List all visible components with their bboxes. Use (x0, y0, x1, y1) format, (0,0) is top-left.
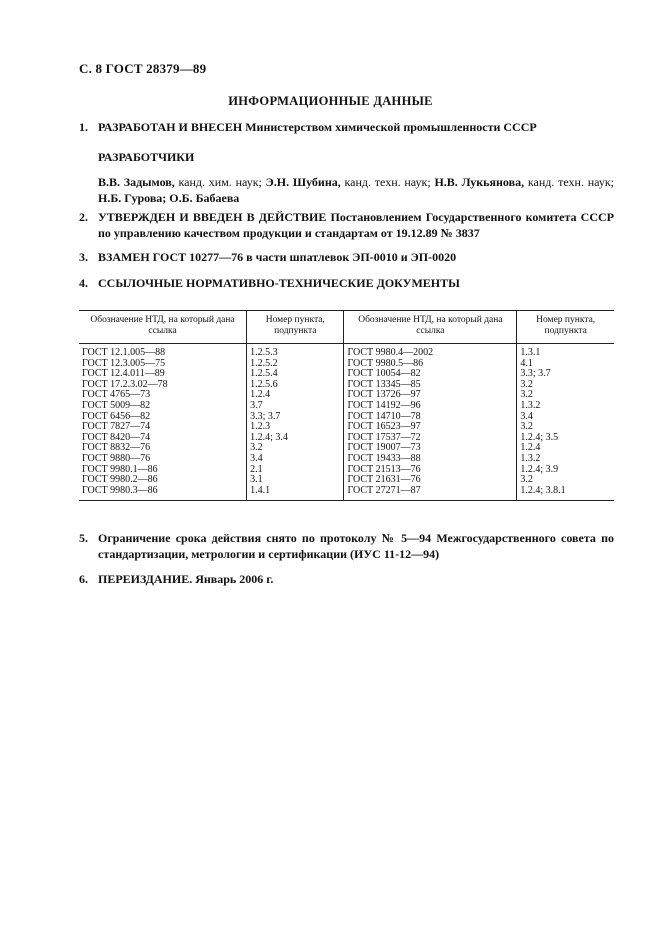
item-2-text: Постановлением Государственного комитета СССР по управлению качеством продукции и стандартам от 19.12.89 № 3837 (98, 210, 614, 240)
ntd-cell: ГОСТ 14710—78 (344, 412, 517, 423)
item-3 (79, 250, 614, 266)
ntd-cell: ГОСТ 27271—87 (344, 486, 517, 501)
point-cell: 3.4 (247, 454, 344, 465)
item-1-bold: РАЗРАБОТАН И ВНЕСЕН (98, 120, 243, 134)
point-cell: 2.1 (247, 465, 344, 476)
developer-4-name: Н.Б. Гурова; О.Б. Бабаева (98, 190, 240, 205)
developer-2-title: канд. техн. наук; (340, 175, 435, 189)
point-cell: 1.3.2 (517, 454, 614, 465)
point-cell: 3.2 (517, 475, 614, 486)
item-4-number: 4. (79, 276, 88, 290)
developers-list (98, 175, 614, 206)
ntd-cell: ГОСТ 10054—82 (344, 369, 517, 380)
point-cell: 3.2 (247, 443, 344, 454)
table-header-row (79, 311, 614, 344)
ntd-cell: ГОСТ 9980.3—86 (79, 486, 247, 501)
item-6-text: ПЕРЕИЗДАНИЕ. Январь 2006 г. (98, 572, 274, 586)
point-cell: 1.2.4 (517, 443, 614, 454)
table-row (79, 401, 614, 412)
ntd-cell: ГОСТ 19007—73 (344, 443, 517, 454)
point-cell: 1.2.5.4 (247, 369, 344, 380)
point-cell: 3.2 (517, 422, 614, 433)
item-1-text: Министерством химической промышленности СССР (242, 120, 537, 134)
point-cell: 1.2.5.3 (247, 344, 344, 359)
item-2-number: 2. (79, 210, 88, 224)
item-1 (79, 120, 614, 136)
ntd-cell: ГОСТ 8420—74 (82, 431, 151, 443)
developers-heading (98, 150, 614, 166)
item-2 (79, 210, 614, 241)
ntd-cell: ГОСТ 9980.4—2002 (344, 344, 517, 359)
point-cell: 4.1 (517, 359, 614, 370)
point-cell: 1.4.1 (247, 486, 344, 501)
item-3-number: 3. (79, 250, 88, 264)
item-5-number: 5. (79, 531, 88, 545)
table-row (79, 486, 614, 501)
ntd-cell: ГОСТ 9980.1—86 (82, 463, 158, 475)
header-point-1: Номер пункта, подпункта (247, 311, 344, 344)
ntd-cell: ГОСТ 9980.5—86 (344, 359, 517, 370)
table-row (79, 454, 614, 465)
ntd-cell: ГОСТ 12.1.005—88 (82, 347, 166, 358)
table-row (79, 344, 614, 359)
ntd-cell: ГОСТ 21631—76 (344, 475, 517, 486)
item-6 (79, 572, 614, 588)
point-cell: 3.3; 3.7 (517, 369, 614, 380)
ntd-cell: ГОСТ 13345—85 (344, 380, 517, 391)
references-table (79, 310, 614, 501)
ntd-cell: ГОСТ 19433—88 (344, 454, 517, 465)
point-cell: 1.2.3 (247, 422, 344, 433)
ntd-cell: ГОСТ 14192—96 (344, 401, 517, 412)
point-cell: 3.4 (517, 412, 614, 423)
point-cell: 3.2 (517, 380, 614, 391)
item-5-text: Ограничение срока действия снято по протоколу № 5—94 Межгосударственного совета по стандартизации, метрологии и сертификации (ИУС 11-12—94) (98, 531, 614, 561)
developer-1-name: В.В. Задымов, (98, 175, 175, 189)
ntd-cell: ГОСТ 5009—82 (82, 399, 151, 411)
item-2-bold: УТВЕРЖДЕН И ВВЕДЕН В ДЕЙСТВИЕ (98, 210, 327, 224)
item-4 (79, 276, 614, 292)
ntd-cell: ГОСТ 8832—76 (82, 442, 151, 454)
ntd-cell: ГОСТ 17.2.3.02—78 (82, 378, 168, 390)
ntd-cell: ГОСТ 9880—76 (82, 452, 151, 464)
point-cell: 1.3.1 (517, 344, 614, 359)
item-3-text: в части шпатлевок ЭП-0010 и ЭП-0020 (243, 250, 457, 264)
point-cell: 3.3; 3.7 (247, 412, 344, 423)
point-cell: 1.2.4; 3.9 (517, 465, 614, 476)
ntd-cell: ГОСТ 12.3.005—75 (82, 357, 166, 369)
item-5 (79, 531, 614, 562)
item-1-number: 1. (79, 120, 88, 134)
page-header: С. 8 ГОСТ 28379—89 (79, 61, 207, 76)
point-cell: 1.2.4; 3.5 (517, 433, 614, 444)
section-title: ИНФОРМАЦИОННЫЕ ДАННЫЕ (228, 94, 433, 108)
point-cell: 1.3.2 (517, 401, 614, 412)
developer-1-title: канд. хим. наук; (174, 175, 266, 189)
point-cell: 1.2.4 (247, 390, 344, 401)
developer-2-name: Э.Н. Шубина, (265, 175, 341, 189)
header-point-2: Номер пункта, подпункта (517, 311, 614, 344)
ntd-cell: ГОСТ 17537—72 (344, 433, 517, 444)
ntd-cell: ГОСТ 9980.2—86 (82, 474, 158, 486)
ntd-cell: ГОСТ 6456—82 (82, 410, 151, 422)
developers-heading-text: РАЗРАБОТЧИКИ (98, 150, 195, 164)
point-cell: 3.1 (247, 475, 344, 486)
point-cell: 3.7 (247, 401, 344, 412)
point-cell: 3.2 (517, 390, 614, 401)
point-cell: 1.2.5.2 (247, 359, 344, 370)
point-cell: 1.2.4; 3.4 (247, 433, 344, 444)
ntd-cell: ГОСТ 12.4.011—89 (82, 368, 165, 380)
developer-3-name: Н.В. Лукьянова, (434, 175, 525, 189)
ntd-cell: ГОСТ 13726—97 (344, 390, 517, 401)
point-cell: 1.2.4; 3.8.1 (517, 486, 614, 501)
developer-3-title: канд. техн. наук; (524, 175, 615, 189)
ntd-cell: ГОСТ 16523—97 (344, 422, 517, 433)
item-6-number: 6. (79, 572, 88, 586)
header-ntd-1: Обозначение НТД, на который дана ссылка (79, 311, 247, 344)
header-ntd-2: Обозначение НТД, на который дана ссылка (344, 311, 517, 344)
ntd-cell: ГОСТ 4765—73 (82, 389, 151, 401)
point-cell: 1.2.5.6 (247, 380, 344, 391)
ntd-cell: ГОСТ 7827—74 (82, 421, 151, 433)
item-3-bold: ВЗАМЕН ГОСТ 10277—76 (98, 250, 244, 264)
item-4-bold: ССЫЛОЧНЫЕ НОРМАТИВНО-ТЕХНИЧЕСКИЕ ДОКУМЕНТЫ (98, 276, 460, 290)
ntd-cell: ГОСТ 21513—76 (344, 465, 517, 476)
